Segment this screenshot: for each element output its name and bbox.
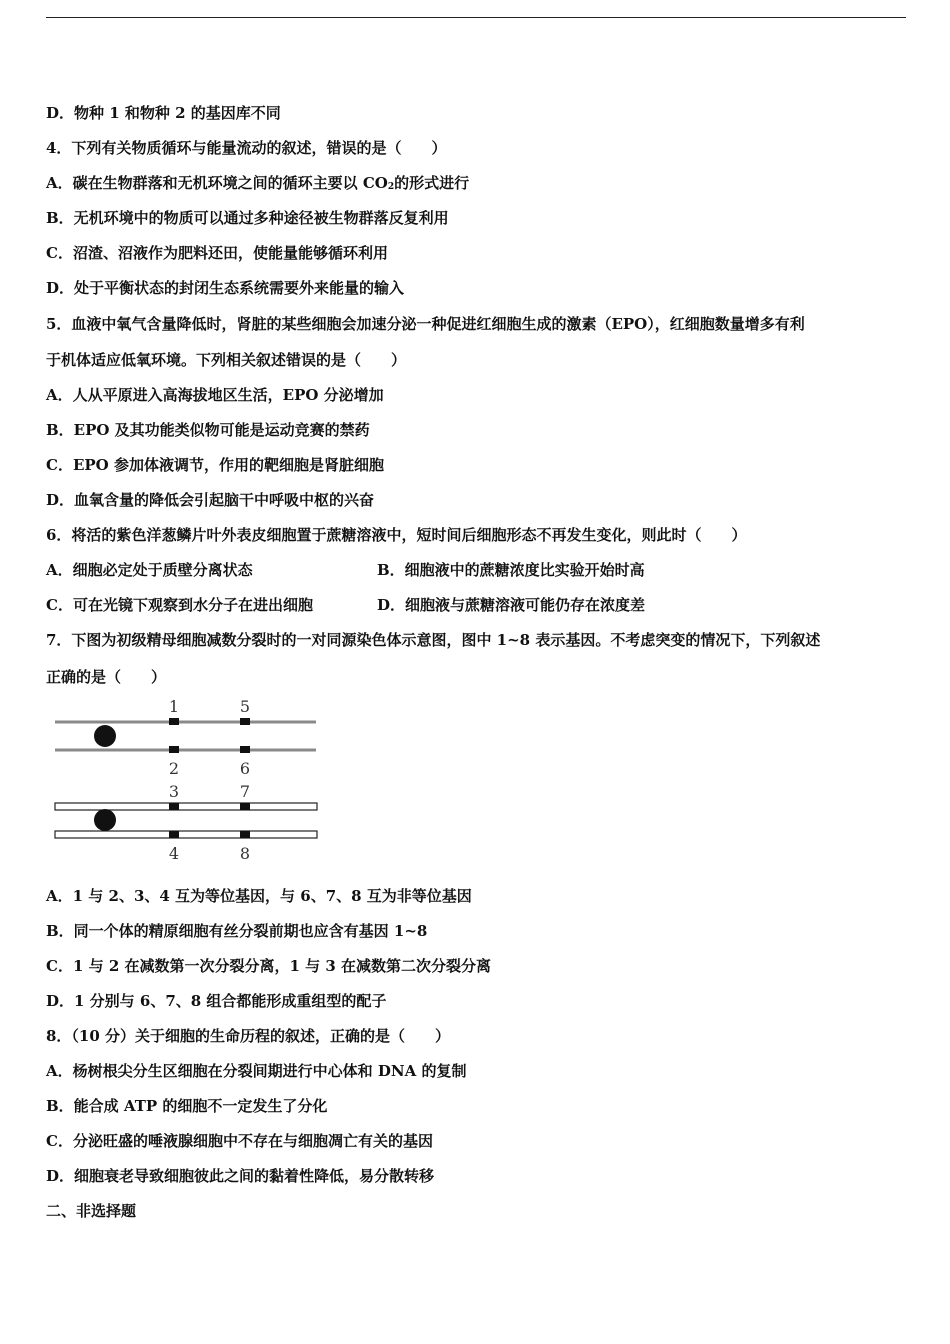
gene-label-8: 8 [239, 844, 251, 863]
q4-option-a [46, 173, 469, 193]
gene-locus-4 [169, 831, 179, 838]
gene-label-7: 7 [239, 782, 251, 801]
q6-option-d: D．细胞液与蔗糖溶液可能仍存在浓度差 [377, 596, 646, 614]
homologous-chromosome-figure [52, 696, 322, 866]
q4-option-c: C．沼渣、沼液作为肥料还田，使能量能够循环利用 [46, 244, 388, 262]
q5-option-a: A．人从平原进入高海拔地区生活，EPO 分泌增加 [46, 386, 384, 404]
q4-option-d: D．处于平衡状态的封闭生态系统需要外来能量的输入 [46, 279, 405, 297]
co2-subscript: 2 [387, 182, 395, 192]
gene-label-5: 5 [239, 697, 251, 716]
gene-label-2: 2 [168, 759, 180, 778]
gene-locus-3 [169, 803, 179, 810]
q5-option-c: C．EPO 参加体液调节，作用的靶细胞是肾脏细胞 [46, 456, 384, 474]
gene-locus-2 [169, 746, 179, 753]
gene-label-3: 3 [168, 782, 180, 801]
q6-option-b: B．细胞液中的蔗糖浓度比实验开始时高 [377, 561, 645, 579]
gene-locus-5 [240, 718, 250, 725]
q7-option-b: B．同一个体的精原细胞有丝分裂前期也应含有基因 1~8 [46, 922, 428, 940]
chromatid-lower-2 [55, 831, 317, 838]
q8-option-c: C．分泌旺盛的唾液腺细胞中不存在与细胞凋亡有关的基因 [46, 1132, 433, 1150]
gene-label-6: 6 [239, 759, 251, 778]
q5-stem-line-1: 5．血液中氧气含量降低时，肾脏的某些细胞会加速分泌一种促进红细胞生成的激素（EPO），红细胞数量增多有利 [46, 315, 805, 333]
chromosome-diagram [52, 696, 322, 866]
q5-stem-line-2: 于机体适应低氧环境。下列相关叙述错误的是（ ） [46, 351, 407, 369]
q6-stem: 6．将活的紫色洋葱鳞片叶外表皮细胞置于蔗糖溶液中，短时间后细胞形态不再发生变化，则此时（ ） [46, 526, 747, 544]
q6-option-a: A．细胞必定处于质壁分离状态 [46, 561, 253, 579]
gene-locus-7 [240, 803, 250, 810]
q7-stem-line-1: 7．下图为初级精母细胞减数分裂时的一对同源染色体示意图，图中 1~8 表示基因。不考虑突变的情况下，下列叙述 [46, 631, 821, 649]
header-rule [46, 17, 906, 18]
gene-label-1: 1 [168, 697, 180, 716]
q6-option-c: C．可在光镜下观察到水分子在进出细胞 [46, 596, 313, 614]
q5-option-b: B．EPO 及其功能类似物可能是运动竞赛的禁药 [46, 421, 370, 439]
q4-option-a-text: A．碳在生物群落和无机环境之间的循环主要以 CO [46, 174, 388, 192]
q8-option-d: D．细胞衰老导致细胞彼此之间的黏着性降低，易分散转移 [46, 1167, 435, 1185]
gene-locus-6 [240, 746, 250, 753]
q8-option-a: A．杨树根尖分生区细胞在分裂间期进行中心体和 DNA 的复制 [46, 1062, 467, 1080]
q5-option-d: D．血氧含量的降低会引起脑干中呼吸中枢的兴奋 [46, 491, 375, 509]
q7-option-a: A．1 与 2、3、4 互为等位基因，与 6、7、8 互为非等位基因 [46, 887, 472, 905]
section-heading-non-choice: 二、非选择题 [46, 1202, 137, 1220]
chromatid-lower-1 [55, 803, 317, 810]
centromere-upper [94, 725, 116, 747]
q8-stem: 8．（10 分）关于细胞的生命历程的叙述，正确的是（ ） [46, 1027, 451, 1045]
centromere-lower [94, 809, 116, 831]
q3-option-d: D．物种 1 和物种 2 的基因库不同 [46, 104, 281, 122]
gene-label-4: 4 [168, 844, 180, 863]
gene-locus-8 [240, 831, 250, 838]
q4-option-b: B．无机环境中的物质可以通过多种途径被生物群落反复利用 [46, 209, 449, 227]
q7-stem-line-2: 正确的是（ ） [46, 668, 167, 686]
q4-option-a-tail: 的形式进行 [394, 174, 470, 192]
gene-locus-1 [169, 718, 179, 725]
q7-option-c: C．1 与 2 在减数第一次分裂分离，1 与 3 在减数第二次分裂分离 [46, 957, 492, 975]
q8-option-b: B．能合成 ATP 的细胞不一定发生了分化 [46, 1097, 328, 1115]
q7-option-d: D．1 分别与 6、7、8 组合都能形成重组型的配子 [46, 992, 387, 1010]
q4-stem: 4．下列有关物质循环与能量流动的叙述，错误的是（ ） [46, 139, 447, 157]
